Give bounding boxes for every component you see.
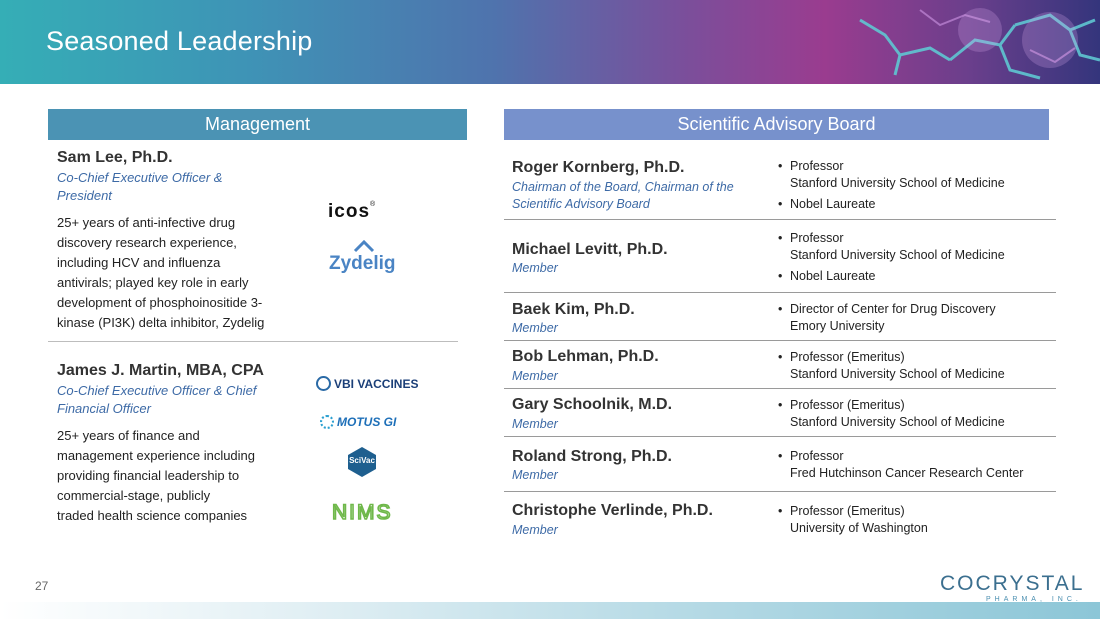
sab-member-role: Member <box>512 261 558 275</box>
footer-bar <box>0 602 1100 619</box>
sab-member-role: Member <box>512 369 558 383</box>
header-banner <box>0 0 1100 84</box>
sab-member-role: Member <box>512 417 558 431</box>
person-name: James J. Martin, MBA, CPA <box>57 362 264 379</box>
molecule-graphic <box>800 0 1100 84</box>
icos-logo: icos® <box>328 201 376 222</box>
page-number: 27 <box>35 579 49 593</box>
person-name: Sam Lee, Ph.D. <box>57 149 173 166</box>
management-header: Management <box>48 109 467 140</box>
vbi-vaccines-logo: VBI VACCINES <box>316 375 418 393</box>
person-description: 25+ years of anti-infective drug discovery research experience, including HCV and influenza antivirals; played key role in early development of phosphoinositide 3- kinase (PI3K) delta inhibitor, Zydelig <box>57 215 265 330</box>
sab-member-details: • Professor Fred Hutchinson Cancer Research Center <box>778 448 1023 482</box>
management-divider <box>48 341 458 342</box>
sab-member-details: • Professor (Emeritus) Stanford University School of Medicine <box>778 397 1005 431</box>
sab-row <box>504 220 1056 293</box>
cocrystal-logo: COCRYSTAL PHARMA, INC. <box>940 572 1085 603</box>
sab-row <box>504 341 1056 389</box>
sab-member-name: Christophe Verlinde, Ph.D. <box>512 502 713 519</box>
management-person-lee <box>57 149 287 333</box>
sab-row <box>504 389 1056 437</box>
person-role: Co-Chief Executive Officer & President <box>57 170 223 203</box>
motus-gi-logo: MOTUS GI <box>320 413 396 431</box>
sab-header: Scientific Advisory Board <box>504 109 1049 140</box>
person-role: Co-Chief Executive Officer & Chief Financial Officer <box>57 383 257 416</box>
sab-row <box>504 492 1056 544</box>
sab-member-role: Chairman of the Board, Chairman of the Scientific Advisory Board <box>512 180 734 211</box>
sab-member-details: • Professor Stanford University School of Medicine • Nobel Laureate <box>778 230 1005 285</box>
person-description: 25+ years of finance and management experience including providing financial leadership to commercial-stage, publicly traded health science companies <box>57 428 256 523</box>
sab-member-role: Member <box>512 468 558 482</box>
nims-logo: NIMS <box>332 501 393 524</box>
sab-member-details: • Professor (Emeritus) Stanford University School of Medicine <box>778 349 1005 383</box>
sab-member-details: • Professor Stanford University School of Medicine • Nobel Laureate <box>778 158 1005 213</box>
sab-row <box>504 293 1056 341</box>
page-title: Seasoned Leadership <box>46 26 313 56</box>
sab-member-name: Michael Levitt, Ph.D. <box>512 241 668 258</box>
scivac-logo: SciVac <box>346 446 378 478</box>
sab-member-name: Roland Strong, Ph.D. <box>512 448 672 465</box>
sab-row <box>504 148 1056 220</box>
management-person-martin <box>57 362 297 526</box>
sab-member-role: Member <box>512 321 558 335</box>
sab-member-role: Member <box>512 523 558 537</box>
sab-member-name: Baek Kim, Ph.D. <box>512 301 635 318</box>
sab-member-name: Gary Schoolnik, M.D. <box>512 396 673 413</box>
sab-member-name: Roger Kornberg, Ph.D. <box>512 159 685 176</box>
sab-member-details: • Professor (Emeritus) University of Washington <box>778 503 928 537</box>
sab-row <box>504 437 1056 492</box>
sab-member-details: • Director of Center for Drug Discovery Emory University <box>778 301 996 335</box>
sab-member-name: Bob Lehman, Ph.D. <box>512 348 659 365</box>
zydelig-logo: Zydelig <box>329 239 399 275</box>
